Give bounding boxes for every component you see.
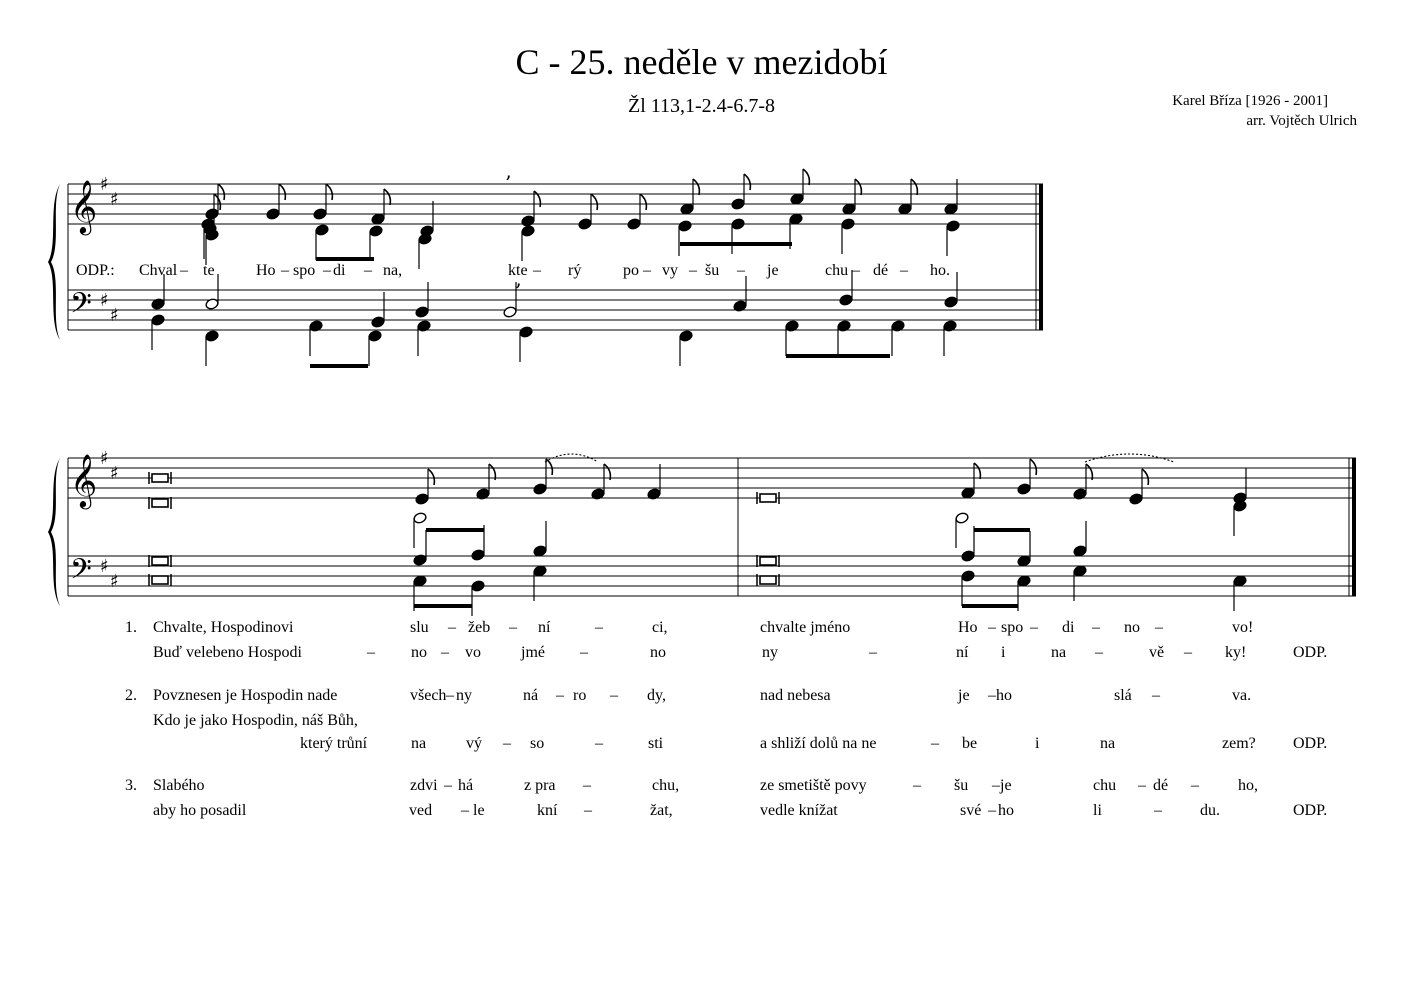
verse-number: 3. [125,777,137,794]
notehead [1017,555,1031,568]
lyric-syllable: šu [705,262,720,279]
lyric-hyphen: – [1191,777,1199,794]
verse-text: na [1051,644,1067,661]
notehead [678,220,692,233]
verse-text: žat, [650,802,673,819]
lyric-hyphen: – [1030,619,1038,636]
lyric-hyphen: – [869,644,877,661]
lyric-hyphen: – [1138,777,1146,794]
notehead [627,218,641,231]
notehead [415,306,429,319]
breath-mark: ’ [515,279,522,303]
note-flag [279,184,285,200]
verse-text: kní [537,802,558,819]
notehead [961,550,975,563]
key-signature-sharp: ♯ [110,305,119,326]
lyric-hyphen: – [595,619,603,636]
note-flag [693,179,699,195]
notehead [533,483,547,496]
lyric-hyphen: – [583,777,591,794]
lyric-syllable: di [333,262,346,279]
lyric-hyphen: – [595,735,603,752]
breve-note [760,557,776,565]
lyric-hyphen: – [1095,644,1103,661]
verse-text: sti [648,735,664,752]
verse-text: na [411,735,427,752]
verse-text: Buď velebeno Hospodi [153,644,302,661]
verse-text: ho [996,687,1012,704]
verse-number: 1. [125,619,137,636]
lyric-hyphen: – [580,644,588,661]
notehead [471,580,485,593]
lyric-syllable: chu [825,262,849,279]
response-marker: ODP. [1293,802,1328,819]
final-barline-thick [1352,458,1356,596]
notehead [1073,565,1087,578]
note-flag [974,463,980,479]
notehead [961,570,975,583]
notehead [503,306,517,319]
verse-text: ci, [652,619,668,636]
lyric-syllable: na, [383,262,403,279]
verse-text: ny [762,644,778,661]
verse-text: ze smetiště povy [760,777,867,794]
breve-note [152,499,168,507]
notehead [961,487,975,500]
note-flag [911,179,917,195]
lyric-syllable: Chval [139,262,178,279]
lyric-syllable: ho. [930,262,950,279]
refrain-label: ODP.: [76,262,115,279]
note-flag [428,469,434,485]
lyric-hyphen: – [689,262,697,279]
lyric-syllable: po [623,262,639,279]
verse-text: ní [538,619,551,636]
note-flag [218,184,224,200]
key-signature-sharp: ♯ [110,571,119,592]
lyric-hyphen: – [913,777,921,794]
lyric-hyphen: – [584,802,592,819]
notehead [413,575,427,588]
lyric-hyphen: – [988,619,996,636]
verse-number: 2. [125,687,137,704]
note-flag [855,179,861,195]
note-flag [1030,459,1036,475]
response-marker: ODP. [1293,735,1328,752]
notehead [1017,483,1031,496]
notehead [679,330,693,343]
verse-text: no [411,644,427,661]
lyric-hyphen: – [448,619,456,636]
treble-clef: 𝄞 [70,453,98,507]
notehead [266,208,280,221]
notehead [519,326,533,339]
lyric-hyphen: – [556,687,564,704]
breve-note [152,474,168,482]
lyric-hyphen: – [180,262,188,279]
notehead [946,220,960,233]
composer-credit: Karel Bříza [1926 - 2001] [1172,93,1328,109]
lyric-syllable: dé [873,262,889,279]
verse-text: ní [956,644,969,661]
notehead [521,215,535,228]
verse-text: všech [410,687,447,704]
verse-text: na [1100,735,1116,752]
verse-text: spo [1001,619,1024,636]
verse-text: Slabého [153,777,205,794]
verse-text: ny [456,687,472,704]
verse-text: zdvi [410,777,438,794]
notehead [368,330,382,343]
verse-text: ho, [1238,777,1258,794]
lyric-hyphen: – [444,777,452,794]
lyric-hyphen: – [1154,802,1162,819]
bass-clef: 𝄢 [70,287,92,327]
verse-text: je [958,687,970,704]
verse-text: chu, [652,777,680,794]
page-title: C - 25. neděle v mezidobí [515,42,888,82]
notehead [731,218,745,231]
notehead [415,493,429,506]
notehead [313,208,327,221]
verse-text: Chvalte, Hospodinovi [153,619,294,636]
verse-text: jmé [521,644,545,661]
response-marker: ODP. [1293,644,1328,661]
verse-text: ky! [1225,644,1247,661]
lyric-syllable: je [767,262,779,279]
notehead [680,203,694,216]
lyric-hyphen: – [931,735,939,752]
verse-text: va. [1232,687,1252,704]
lyric-hyphen: – [737,262,745,279]
verse-text: ved [409,802,433,819]
verse-text: li [1093,802,1102,819]
notehead [955,512,969,525]
verse-text: no [1124,619,1140,636]
lyric-hyphen: – [988,687,996,704]
lyric-hyphen: – [533,262,541,279]
verse-text: vý [466,735,482,752]
final-barline-thick [1039,184,1043,330]
lyric-hyphen: – [441,644,449,661]
notehead [533,545,547,558]
verse-text: ro [573,687,587,704]
verse-text: dy, [647,687,666,704]
verse-text: šu [954,777,969,794]
verse-text: a shliží dolů na ne [760,735,877,752]
key-signature-sharp: ♯ [100,174,109,195]
key-signature-sharp: ♯ [100,556,109,577]
verse-text: ná [523,687,539,704]
note-flag [803,169,809,185]
notehead [578,218,592,231]
key-signature-sharp: ♯ [100,290,109,311]
breve-note [152,557,168,565]
lyric-hyphen: – [503,735,511,752]
notehead [1129,493,1143,506]
lyric-hyphen: – [367,644,375,661]
notehead [371,316,385,329]
note-flag [384,189,390,205]
note-flag [591,194,597,210]
verse-text: du. [1200,802,1220,819]
note-flag [1142,469,1148,485]
lyric-hyphen: – [610,687,618,704]
lyric-hyphen: – [900,262,908,279]
notehead [944,296,958,309]
verse-text: le [473,802,485,819]
notehead [789,213,803,226]
psalm-reference: Žl 113,1-2.4-6.7-8 [627,95,775,117]
verse-text: aby ho posadil [153,802,247,819]
notehead [1017,575,1031,588]
lyric-hyphen: – [988,802,996,819]
verse-text: slu [410,619,429,636]
lyric-hyphen: – [992,777,1000,794]
lyric-hyphen: – [1184,644,1192,661]
breve-note [760,576,776,584]
notehead [315,224,329,237]
lyric-syllable: spo [293,262,316,279]
lyric-hyphen: – [461,802,469,819]
notehead [1073,545,1087,558]
key-signature-sharp: ♯ [110,463,119,484]
lyric-hyphen: – [1092,619,1100,636]
verse-text: i [1035,735,1040,752]
lyric-hyphen: – [446,687,454,704]
lyric-syllable: te [203,262,215,279]
verse-text: zem? [1222,735,1256,752]
notehead [521,225,535,238]
breve-note [152,576,168,584]
note-flag [744,174,750,190]
treble-clef: 𝄞 [70,179,98,233]
verse-text: je [1000,777,1012,794]
verse-text: chu [1093,777,1117,794]
key-signature-sharp: ♯ [100,448,109,469]
verse-text: vě [1149,644,1165,661]
verse-text: Kdo je jako Hospodin, náš Bůh, [153,712,358,729]
notehead [205,330,219,343]
lyric-hyphen: – [323,262,331,279]
breve-note [760,494,776,502]
lyric-hyphen: – [364,262,372,279]
lyric-hyphen: – [643,262,651,279]
verse-text: di [1062,619,1075,636]
verse-text: be [962,735,978,752]
lyric-syllable: kte [508,262,528,279]
lyric-hyphen: – [1155,619,1163,636]
notehead [790,193,804,206]
verse-text: so [530,735,545,752]
notehead [371,213,385,226]
notehead [842,203,856,216]
note-flag [214,194,220,210]
notehead [205,208,219,221]
verse-text: žeb [468,619,491,636]
verse-text: chvalte jméno [760,619,851,636]
notehead [151,314,165,327]
notehead [731,198,745,211]
verse-text: nad nebesa [760,687,831,704]
notehead [839,294,853,307]
note-flag [326,184,332,200]
lyric-syllable: Ho [256,262,276,279]
lyric-hyphen: – [1152,687,1160,704]
lyric-syllable: rý [568,262,582,279]
notehead [1233,575,1247,588]
lyric-syllable: vy [662,262,678,279]
brace [48,458,60,606]
verse-text: Povznesen je Hospodin nade [153,687,338,704]
verse-text: há [458,777,474,794]
verse-text: vo! [1232,619,1254,636]
verse-text: no [650,644,666,661]
notehead [841,218,855,231]
verse-text: Ho [958,619,978,636]
verse-text: své [960,802,982,819]
notehead [471,549,485,562]
notehead [369,225,383,238]
lyric-hyphen: – [852,262,860,279]
verse-text: ho [998,802,1014,819]
lyric-hyphen: – [281,262,289,279]
notehead [533,565,547,578]
verse-text: vo [465,644,481,661]
notehead [898,203,912,216]
verse-text: z pra [524,777,556,794]
key-signature-sharp: ♯ [110,189,119,210]
lyric-hyphen: – [509,619,517,636]
verse-text: i [1001,644,1006,661]
note-flag [534,191,540,207]
notehead [944,203,958,216]
verse-text: který trůní [300,735,368,752]
note-flag [640,194,646,210]
verse-text: slá [1114,687,1132,704]
bass-clef: 𝄢 [70,553,92,593]
verse-text: vedle knížat [760,802,838,819]
brace [48,184,60,340]
verse-text: dé [1153,777,1169,794]
arranger-credit: arr. Vojtěch Ulrich [1246,113,1357,129]
notehead [413,512,427,525]
breath-mark: ’ [505,171,512,195]
